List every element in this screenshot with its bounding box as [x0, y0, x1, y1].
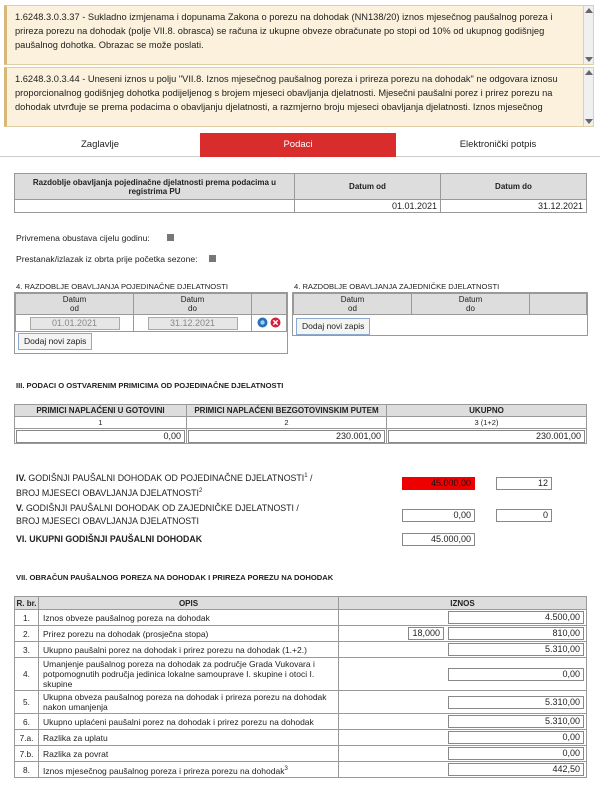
months-joint-input[interactable]: 0 — [496, 509, 552, 522]
tab-podaci[interactable]: Podaci — [200, 133, 396, 157]
amount-input[interactable]: 4.500,00 — [448, 611, 584, 624]
sec3-num2: 2 — [187, 417, 387, 429]
sec3-total-input[interactable]: 230.001,00 — [388, 430, 585, 443]
row-description: Ukupno paušalni porez na dohodak i prirez porezu na dohodak (1.+2.) — [43, 644, 307, 655]
sec4a-to-h1: Datum — [180, 295, 205, 304]
row-description: Iznos mjesečnog paušalnog poreza i prireza porezu na dohodak — [43, 765, 285, 776]
scroll-down-icon[interactable] — [585, 57, 593, 62]
table-row — [15, 642, 587, 658]
sec4b-from-h1: Datum — [340, 295, 365, 304]
row-number: 3. — [15, 642, 39, 658]
table-row — [15, 714, 587, 730]
footnote-2: 2 — [198, 487, 203, 494]
sec3-col2: PRIMICI NAPLAĆENI BEZGOTOVINSKIM PUTEM — [187, 405, 387, 417]
sec4-row1-label — [16, 470, 396, 500]
sec4-row2-num: V. — [16, 503, 24, 513]
stop-label: Prestanak/izlazak iz obrta prije početka sezone: — [16, 254, 198, 264]
period-label: Razdoblje obavljanja pojedinačne djelatnosti prema podacima u registrima PU — [15, 174, 295, 200]
message-text-2: 1.6248.3.0.3.44 - Uneseni iznos u polju "VII.8. Iznos mjesečnog paušalnog poreza i prireza porezu na dohodak" ne odgovara iznosu proporcionalnog godišnjeg dohotka podijeljenog s brojem mjeseci obavljanja djelatnosti. Mjesečni paušalni porez i prirez porezu na dohodak utvrđuje se prema podacima o obavljanju djelatnosti, a razmjerno broju mjeseci obavljanja djelatnosti. Iznos mjesečnog — [15, 74, 558, 112]
period-to: 31.12.2021 — [441, 200, 587, 213]
sec4b-from-h2: od — [348, 304, 357, 313]
sec4-row2-label — [16, 502, 396, 528]
sec4b-to-h1: Datum — [458, 295, 483, 304]
sec7-table — [14, 596, 587, 778]
sec4a-table — [15, 293, 287, 332]
sec3-noncash-input[interactable]: 230.001,00 — [188, 430, 385, 443]
message-scrollbar-2[interactable] — [583, 68, 593, 126]
delete-icon[interactable] — [270, 317, 281, 328]
sec3-num1: 1 — [15, 417, 187, 429]
sec4-row3-label — [16, 533, 396, 546]
sec4b-title: 4. RAZDOBLJE OBAVLJANJA ZAJEDNIČKE DJELATNOSTI — [294, 282, 500, 291]
sec4b-add-button[interactable]: Dodaj novi zapis — [296, 318, 370, 335]
row-description: Razlika za uplatu — [43, 732, 108, 743]
sec4a-from-input[interactable]: 01.01.2021 — [30, 317, 120, 330]
temp-suspension-checkbox[interactable] — [167, 234, 174, 241]
sec4-row1-text2: BROJ MJESECI OBAVLJANJA DJELATNOSTI — [16, 487, 199, 498]
sec4b-table — [293, 293, 587, 315]
sec7-header-rb: R. br. — [16, 598, 37, 608]
message-text-1: 1.6248.3.0.3.37 - Sukladno izmjenama i dopunama Zakona o porezu na dohodak (NN138/20) iznos mjesečnog paušalnog poreza i prireza porezu na dohodak (polje VII.8. obrasca) se računa iz ukupne obveze obračunate po stopi od 10% od ukupnog godišnjeg paušalnog dohotka. Obrazac se može poslati. — [15, 12, 553, 50]
row-number: 4. — [15, 658, 39, 691]
sec4-row1-num: IV. — [16, 472, 26, 483]
row-number: 8. — [15, 762, 39, 778]
amount-input[interactable]: 0,00 — [448, 731, 584, 744]
sec4a-to-input[interactable]: 31.12.2021 — [148, 317, 238, 330]
table-row — [15, 626, 587, 642]
sec3-num3: 3 (1+2) — [387, 417, 587, 429]
row-number: 5. — [15, 691, 39, 714]
footnote-1: 1 — [304, 473, 308, 479]
sec4a-from-h2: od — [70, 304, 79, 313]
income-individual-input[interactable]: 45.000,00 — [402, 477, 475, 490]
info-icon[interactable] — [257, 317, 268, 328]
income-total-input[interactable]: 45.000,00 — [402, 533, 475, 546]
sec3-col3: UKUPNO — [387, 405, 587, 417]
table-row — [15, 746, 587, 762]
table-row — [15, 730, 587, 746]
sec4-row3-text: UKUPNI GODIŠNJI PAUŠALNI DOHODAK — [26, 534, 203, 544]
period-from-header: Datum od — [295, 174, 441, 200]
amount-input[interactable]: 0,00 — [448, 747, 584, 760]
tab-elektronicki-potpis[interactable]: Elektronički potpis — [459, 139, 537, 150]
row-number: 6. — [15, 714, 39, 730]
tab-bar — [0, 133, 600, 157]
period-from: 01.01.2021 — [295, 200, 441, 213]
message-box-2 — [4, 67, 594, 127]
sec4-row1-slash: / — [307, 472, 313, 483]
sec7-header-opis: OPIS — [39, 597, 339, 610]
message-box-1 — [4, 5, 594, 65]
row-number: 1. — [15, 610, 39, 626]
sec3-table — [14, 404, 587, 444]
sec4a-add-button[interactable]: Dodaj novi zapis — [18, 333, 92, 350]
row-number: 7.b. — [15, 746, 39, 762]
sec4a-title: 4. RAZDOBLJE OBAVLJANJA POJEDINAČNE DJELATNOSTI — [16, 282, 228, 291]
footnote-3: 3 — [284, 765, 288, 772]
sec7-header-iznos: IZNOS — [339, 597, 587, 610]
message-scrollbar-1[interactable] — [583, 6, 593, 64]
sec4b-to-h2: do — [466, 304, 475, 313]
scroll-down-icon[interactable] — [585, 119, 593, 124]
scroll-up-icon[interactable] — [585, 70, 593, 75]
period-to-header: Datum do — [441, 174, 587, 200]
row-description: Prirez porezu na dohodak (prosječna stopa) — [43, 628, 209, 639]
sec3-title: III. PODACI O OSTVARENIM PRIMICIMA OD POJEDINAČNE DJELATNOSTI — [16, 381, 284, 390]
amount-input[interactable]: 5.310,00 — [448, 715, 584, 728]
stop-checkbox[interactable] — [209, 255, 216, 262]
sec4a-from-h1: Datum — [62, 295, 87, 304]
row-description: Ukupno uplaćeni paušalni porez na dohodak i prirez porezu na dohodak — [43, 716, 314, 727]
table-row — [15, 610, 587, 626]
row-description: Umanjenje paušalnog poreza na dohodak za područje Grada Vukovara i potpomognutih područja jedinica lokalne samouprave I. skupine i otoci I. skupine — [43, 659, 315, 689]
amount-input[interactable]: 810,00 — [448, 627, 584, 640]
table-row — [15, 691, 587, 714]
row-number: 7.a. — [15, 730, 39, 746]
sec7-title: VII. OBRAČUN PAUŠALNOG POREZA NA DOHODAK I PRIREZA POREZU NA DOHODAK — [16, 573, 334, 582]
row-description: Iznos obveze paušalnog poreza na dohodak — [43, 612, 210, 623]
period-table — [14, 173, 587, 213]
period-empty — [15, 200, 295, 213]
sec4a-to-h2: do — [188, 304, 197, 313]
amount-input[interactable]: 5.310,00 — [448, 643, 584, 656]
table-row — [15, 658, 587, 691]
amount-input[interactable]: 5.310,00 — [448, 696, 584, 709]
sec3-col1: PRIMICI NAPLAĆENI U GOTOVINI — [15, 405, 187, 417]
row-description: Ukupna obveza paušalnog poreza na dohodak i prireza porezu na dohodak nakon umanjenja — [43, 692, 327, 712]
table-row — [15, 762, 587, 778]
sec4-row1-text: GODIŠNJI PAUŠALNI DOHODAK OD POJEDINAČNE DJELATNOSTI — [25, 472, 305, 483]
sec3-cash-input[interactable]: 0,00 — [16, 430, 185, 443]
months-individual-input[interactable]: 12 — [496, 477, 552, 490]
amount-input[interactable]: 442,50 — [448, 763, 584, 776]
sec4-row3-num: VI. — [16, 534, 27, 544]
income-joint-input[interactable]: 0,00 — [402, 509, 475, 522]
row-description: Razlika za povrat — [43, 748, 109, 759]
tab-zaglavlje[interactable]: Zaglavlje — [80, 139, 120, 150]
temp-suspension-label: Privremena obustava cijelu godinu: — [16, 233, 150, 243]
sec4-row2-text: GODIŠNJI PAUŠALNI DOHODAK OD ZAJEDNIČKE DJELATNOSTI / — [23, 503, 299, 513]
scroll-up-icon[interactable] — [585, 8, 593, 13]
amount-input[interactable]: 0,00 — [448, 668, 584, 681]
sec4-row2-text2: BROJ MJESECI OBAVLJANJA DJELATNOSTI — [16, 516, 199, 526]
surtax-rate-input[interactable]: 18,000 — [408, 627, 444, 640]
row-number: 2. — [15, 626, 39, 642]
